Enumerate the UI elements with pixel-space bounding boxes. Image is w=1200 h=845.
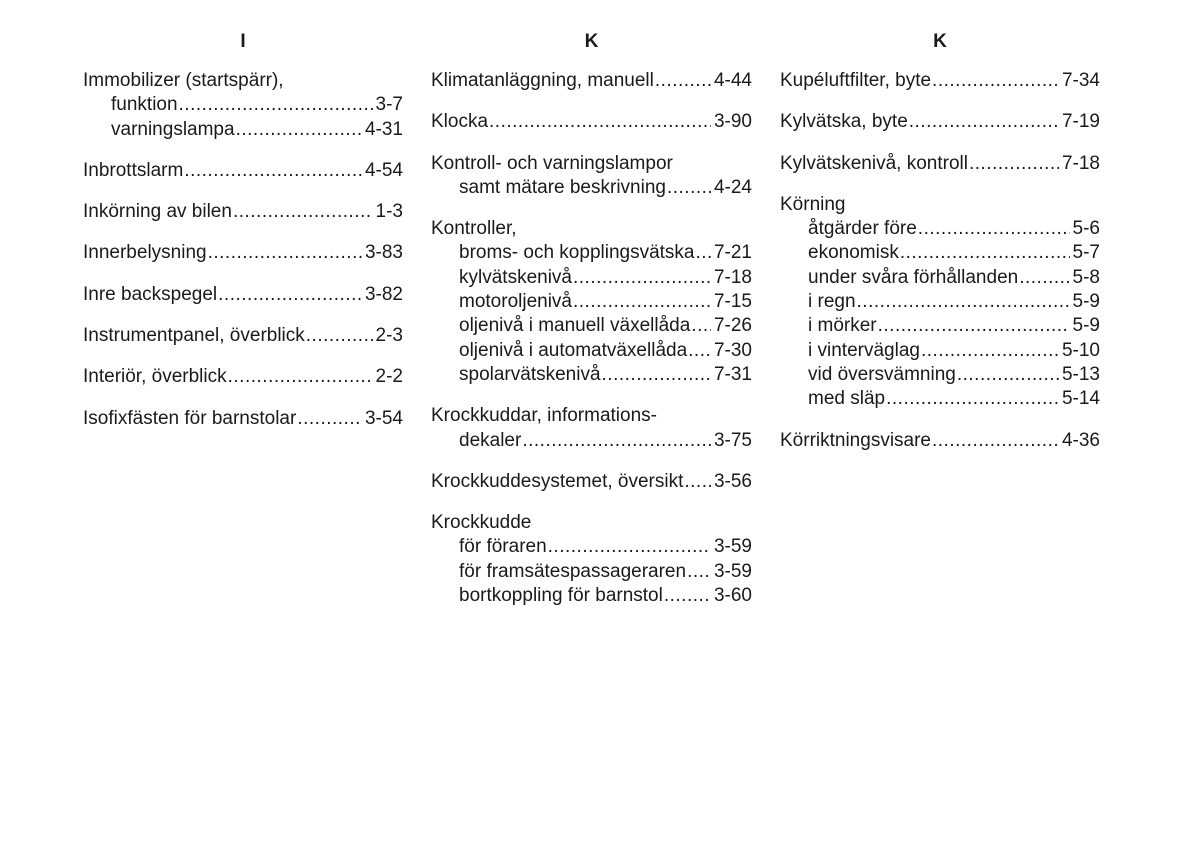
index-term: Innerbelysning: [83, 242, 207, 264]
index-entry: [83, 283, 403, 307]
dot-leader: [548, 535, 711, 559]
index-subentry: [780, 217, 1100, 241]
index-subentry: [431, 314, 752, 338]
index-subentry: [431, 176, 752, 200]
index-subentry: [780, 290, 1100, 314]
index-heading: [431, 217, 752, 241]
index-term: Inre backspegel: [83, 283, 218, 305]
index-term: Kylvätskenivå, kontroll: [780, 152, 968, 174]
index-heading: [431, 110, 752, 134]
page-reference: 3-56: [713, 470, 752, 492]
index-term: ekonomisk: [808, 242, 899, 264]
index-term: Kupéluftfilter, byte: [780, 70, 932, 91]
dot-leader: [909, 110, 1059, 134]
index-entry: [431, 69, 752, 93]
dot-leader: [233, 200, 373, 224]
index-term: för föraren: [459, 536, 547, 558]
page-reference: 7-31: [713, 363, 752, 385]
index-term: i vinterväglag: [808, 339, 920, 361]
index-term: broms- och kopplingsvätska: [459, 242, 695, 264]
dot-leader: [664, 584, 711, 608]
index-term: Körriktningsvisare: [780, 429, 931, 451]
index-heading: [83, 324, 403, 348]
index-column-k-continued: [780, 30, 1100, 470]
dot-leader: [857, 290, 1070, 314]
dot-leader: [684, 470, 711, 494]
dot-leader: [573, 266, 711, 290]
index-subentry: [431, 241, 752, 265]
dot-leader: [602, 363, 711, 387]
index-term: samt mätare beskrivning: [459, 176, 666, 198]
dot-leader: [489, 110, 711, 134]
page-reference: 3-54: [364, 407, 403, 429]
index-heading: [431, 511, 752, 535]
index-heading: [780, 69, 1100, 93]
index-entry: [780, 110, 1100, 134]
dot-leader: [228, 365, 373, 389]
index-term: Krockkudde: [431, 512, 532, 534]
dot-leader: [218, 283, 362, 307]
index-term: dekaler: [459, 429, 522, 451]
dot-leader: [900, 241, 1070, 265]
index-heading: [431, 69, 752, 93]
index-subentry: [83, 118, 403, 142]
index-entry: [780, 429, 1100, 453]
page-reference: 3-59: [713, 560, 752, 582]
page-reference: 7-18: [713, 266, 752, 288]
index-subentry: [780, 266, 1100, 290]
index-entry: [780, 152, 1100, 176]
page-reference: 3-83: [364, 242, 403, 264]
index-subentry: [431, 560, 752, 584]
index-heading: [83, 407, 403, 431]
page-reference: 1-3: [375, 201, 403, 223]
index-term: Körning: [780, 193, 846, 215]
index-heading: [83, 365, 403, 389]
index-entry: [83, 200, 403, 224]
index-entry: [83, 69, 403, 142]
index-term: Kontroll- och varningslampor: [431, 152, 673, 174]
index-term: under svåra förhållanden: [808, 266, 1019, 288]
index-term: vid översvämning: [808, 363, 956, 385]
index-entry: [431, 511, 752, 608]
index-term: Kontroller,: [431, 218, 517, 240]
index-term: i mörker: [808, 315, 877, 337]
index-term: oljenivå i automatväxellåda: [459, 339, 688, 361]
dot-leader: [918, 217, 1070, 241]
index-subentry: [780, 363, 1100, 387]
index-term: Krockkuddesystemet, översikt: [431, 470, 684, 492]
index-subentry: [431, 535, 752, 559]
index-term: motoroljenivå: [459, 291, 572, 313]
page-reference: 7-26: [713, 315, 752, 337]
page-reference: 4-24: [713, 176, 752, 198]
page-reference: 5-7: [1072, 242, 1100, 264]
page-reference: 4-31: [364, 118, 403, 140]
index-entry: [83, 407, 403, 431]
index-subentry: [780, 387, 1100, 411]
page-reference: 7-21: [713, 242, 752, 264]
index-term: Krockkuddar, informations-: [431, 405, 657, 427]
index-term: med släp: [808, 388, 886, 410]
index-subentry: [780, 241, 1100, 265]
page-reference: 3-90: [713, 111, 752, 133]
index-entry: [431, 470, 752, 494]
dot-leader: [573, 290, 711, 314]
dot-leader: [878, 314, 1070, 338]
index-entry: [431, 404, 752, 453]
index-term: Klocka: [431, 111, 489, 133]
dot-leader: [687, 560, 711, 584]
dot-leader: [667, 176, 711, 200]
index-subentry: [83, 93, 403, 117]
dot-leader: [297, 407, 362, 431]
dot-leader: [886, 387, 1059, 411]
index-term: Interiör, överblick: [83, 366, 227, 388]
index-term: för framsätespassageraren: [459, 560, 687, 582]
dot-leader: [969, 152, 1059, 176]
index-term: bortkoppling för barnstol: [459, 585, 663, 607]
page-reference: 7-15: [713, 291, 752, 313]
index-term: Kylvätska, byte: [780, 111, 908, 133]
section-letter: K: [933, 31, 947, 52]
page-reference: 2-2: [375, 366, 403, 388]
page-reference: 5-6: [1072, 218, 1100, 240]
index-heading: [83, 200, 403, 224]
index-subentry: [431, 266, 752, 290]
index-heading: [780, 152, 1100, 176]
index-subentry: [780, 339, 1100, 363]
page-reference: 3-60: [713, 585, 752, 607]
page-reference: 7-18: [1061, 152, 1100, 174]
dot-leader: [691, 314, 711, 338]
dot-leader: [1019, 266, 1069, 290]
index-term: Inkörning av bilen: [83, 201, 232, 223]
dot-leader: [932, 69, 1059, 93]
dot-leader: [236, 118, 362, 142]
index-entry: [431, 217, 752, 387]
index-term: oljenivå i manuell växellåda: [459, 315, 691, 337]
index-heading: [431, 404, 752, 428]
page-reference: 4-54: [364, 159, 403, 181]
index-subentry: [431, 290, 752, 314]
dot-leader: [688, 339, 711, 363]
page-reference: 3-75: [713, 429, 752, 451]
index-subentry: [431, 339, 752, 363]
index-column-i: [83, 30, 403, 448]
dot-leader: [921, 339, 1059, 363]
index-subentry: [431, 429, 752, 453]
index-term: Immobilizer (startspärr),: [83, 70, 284, 91]
page-reference: 2-3: [375, 325, 403, 347]
dot-leader: [932, 429, 1059, 453]
page-reference: 3-82: [364, 283, 403, 305]
index-term: i regn: [808, 291, 856, 313]
page-reference: 4-36: [1061, 429, 1100, 451]
dot-leader: [957, 363, 1059, 387]
index-heading: [780, 193, 1100, 217]
section-letter: K: [584, 31, 599, 52]
index-heading: [431, 470, 752, 494]
section-letter: I: [240, 31, 246, 52]
page-reference: 3-59: [713, 536, 752, 558]
index-heading: [83, 241, 403, 265]
index-heading: [83, 283, 403, 307]
index-heading: [83, 159, 403, 183]
index-heading: [780, 110, 1100, 134]
index-term: Inbrottslarm: [83, 159, 184, 181]
index-entry: [431, 110, 752, 134]
page-reference: 7-19: [1061, 111, 1100, 133]
index-term: Instrumentpanel, överblick: [83, 325, 305, 347]
index-term: Klimatanläggning, manuell: [431, 70, 654, 91]
page-reference: 5-9: [1072, 291, 1100, 313]
index-entry: [431, 152, 752, 201]
dot-leader: [208, 241, 362, 265]
index-entry: [83, 365, 403, 389]
index-entry: [83, 159, 403, 183]
index-subentry: [431, 363, 752, 387]
index-heading: [83, 69, 403, 93]
page-reference: 5-8: [1072, 266, 1100, 288]
index-subentry: [431, 584, 752, 608]
page-reference: 7-34: [1061, 70, 1100, 91]
index-term: varningslampa: [111, 118, 235, 140]
page-reference: 5-9: [1072, 315, 1100, 337]
dot-leader: [655, 69, 711, 93]
index-term: spolarvätskenivå: [459, 363, 601, 385]
index-entry: [780, 69, 1100, 93]
page-reference: 5-14: [1061, 388, 1100, 410]
page-reference: 7-30: [713, 339, 752, 361]
index-heading: [431, 152, 752, 176]
index-subentry: [780, 314, 1100, 338]
page-reference: 5-13: [1061, 363, 1100, 385]
dot-leader: [306, 324, 373, 348]
dot-leader: [184, 159, 362, 183]
index-term: funktion: [111, 94, 178, 116]
index-entry: [83, 324, 403, 348]
index-term: kylvätskenivå: [459, 266, 572, 288]
index-term: Isofixfästen för barnstolar: [83, 407, 297, 429]
page-reference: 4-44: [713, 70, 752, 91]
dot-leader: [522, 429, 711, 453]
dot-leader: [696, 241, 711, 265]
index-entry: [780, 193, 1100, 412]
page-reference: 3-7: [375, 94, 403, 116]
dot-leader: [179, 93, 373, 117]
index-term: åtgärder före: [808, 218, 917, 240]
index-heading: [780, 429, 1100, 453]
index-entry: [83, 241, 403, 265]
index-column-k: [431, 30, 752, 625]
page-reference: 5-10: [1061, 339, 1100, 361]
